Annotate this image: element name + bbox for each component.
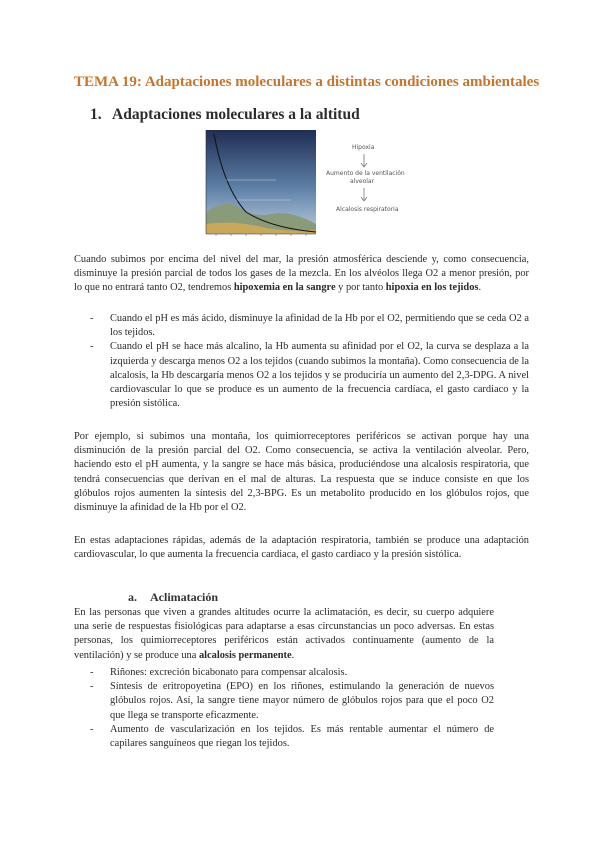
subsection-heading-aclimatacion bbox=[128, 590, 218, 605]
paragraph-presion: Cuando subimos por encima del nivel del mar, la presión atmosférica desciende y, como consecuencia, disminuye la presión parcial de todos los gases de la mezcla. En los alvéolos llega O2 a menor presión, por lo que no entrará tanto O2, tendremos hipoxemia en la sangre y por tanto hipoxia en los tejidos. bbox=[74, 254, 529, 294]
bullet-list-aclimatacion bbox=[90, 666, 494, 751]
paragraph-adaptaciones-rapidas: En estas adaptaciones rápidas, además de la adaptación respiratoria, también se produce una adaptación cardiovascular, lo que aumenta la frecuencia cardiaca, el gasto cardiaco y la presión sistólica. bbox=[74, 535, 529, 561]
subsection-heading-text: Aclimatación bbox=[150, 590, 218, 604]
flow-arrow-icon bbox=[360, 188, 368, 202]
paragraph-ejemplo-montana: Por ejemplo, si subimos una montaña, los quimiorreceptores periféricos se activan porque hay una disminución de la presión parcial del O2. Como consecuencia, se activa la ventilación alveolar. Pero, haciendo esto el pH aumenta, y la sangre se hace más básica, produciéndose una alcalosis respiratoria, que tendrá consecuencias que derivan en el mal de alturas. La respuesta que se induce consiste en que los glóbulos rojos aumenten la síntesis del 2,3-BPG. Es un metabolito producido en los glóbulos rojos, que disminuye la afinidad de la Hb por el O2. bbox=[74, 431, 529, 514]
flow-step-ventilacion: Aumento de la ventilación bbox=[326, 170, 405, 177]
list-item: - Aumento de vascularización en los tejidos. Es más rentable aumentar el número de capilares sanguíneos que riegan los tejidos. bbox=[90, 723, 494, 750]
x-ticks bbox=[216, 234, 306, 236]
flow-step-alveolar: alveolar bbox=[350, 178, 375, 185]
section-heading-altitud bbox=[90, 106, 360, 124]
list-item: - Riñones: excreción bicabonato para compensar alcalosis. bbox=[90, 667, 348, 678]
section-heading-text: Adaptaciones moleculares a la altitud bbox=[112, 106, 360, 123]
document-title: TEMA 19: Adaptaciones moleculares a distintas condiciones ambientales bbox=[74, 74, 540, 90]
emphasis-alcalosis: alcalosis permanente bbox=[198, 649, 292, 661]
subsection-number: a. bbox=[128, 590, 137, 604]
list-item: - Síntesis de eritropoyetina (EPO) en los riñones, estimulando la generación de nuevos glóbulos rojos. Así, la sangre tiene mayor número de glóbulos rojos para que el poco O2 que llega se transporte eficazmente. bbox=[90, 681, 494, 721]
emphasis-hipoxia: hipoxia en los tejidos bbox=[385, 282, 479, 294]
list-item: - Cuando el pH es más ácido, disminuye la afinidad de la Hb por el O2, permitiendo que se ceda O2 a los tejidos. bbox=[90, 313, 529, 339]
flow-arrow-icon bbox=[360, 154, 368, 168]
list-item: - Cuando el pH se hace más alcalino, la Hb aumenta su afinidad por el O2, la curva se desplaza a la izquierda y descarga menos O2 a los tejidos (cuando subimos la montaña). Como consecuencia de la alcalosis, la Hb descargaría menos O2 a los tejidos y se produciría un aumento del 2,3-DPG. A nivel cardiovascular lo que se produce es un aumento de la frecuencia cardíaca, el gasto cardiaco y la presión sistólica. bbox=[90, 341, 529, 410]
bullet-list-ph bbox=[90, 312, 529, 411]
altitude-pressure-figure bbox=[196, 128, 326, 248]
section-number: 1. bbox=[90, 106, 102, 123]
hypoxia-flow-diagram bbox=[320, 132, 420, 222]
paragraph-aclimatacion: En las personas que viven a grandes altitudes ocurre la aclimatación, es decir, su cuerpo adquiere una serie de respuestas fisiológicas para adaptarse a esas circunstancias un poco adversas. En estas personas, los quimiorreceptores periféricos están activados continuamente (aumento de la ventilación) y se produce una alcalosis permanente. bbox=[74, 607, 494, 661]
emphasis-hipoxemia: hipoxemia en la sangre bbox=[233, 282, 336, 294]
flow-step-hipoxia: Hipoxia bbox=[352, 144, 375, 151]
flow-step-alcalosis: Alcalosis respiratoria bbox=[336, 206, 399, 213]
